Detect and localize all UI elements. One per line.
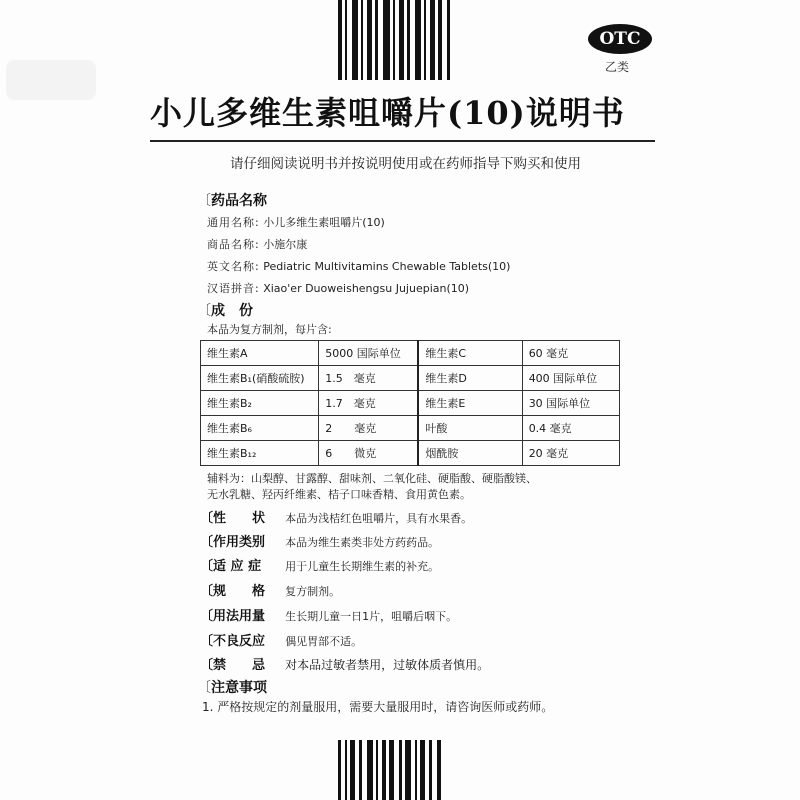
pinyin-name-row: 汉语拼音: Xiao'er Duoweishengsu Jujuepian(10) <box>207 282 470 295</box>
ingredient-amount: 5000 国际单位 <box>319 341 419 366</box>
ingredient-name: 维生素B₁₂ <box>201 441 319 466</box>
excipients-line-1: 辅料为：山梨醇、甘露醇、甜味剂、二氧化硅、硬脂酸、硬脂酸镁、 <box>207 472 537 485</box>
property-adverse-reactions: 〔不良反应 偶见胃部不适。 <box>200 634 363 649</box>
ingredient-amount: 60 毫克 <box>522 341 619 366</box>
ingredient-amount: 1.7 毫克 <box>319 391 419 416</box>
property-category: 〔作用类别 本品为维生素类非处方药药品。 <box>200 535 440 550</box>
barcode-stripes-top <box>338 0 466 80</box>
composition-heading: 〔成 份 <box>197 303 253 319</box>
ingredients-table <box>200 340 620 466</box>
property-indications: 〔适 应 症 用于儿童生长期维生素的补充。 <box>200 559 440 574</box>
drug-name-heading: 〔药品名称 <box>197 193 267 209</box>
table-row <box>201 416 620 441</box>
faded-logo <box>6 60 96 100</box>
property-contraindications: 〔禁 忌 对本品过敏者禁用，过敏体质者慎用。 <box>200 658 490 673</box>
ingredient-amount: 2 毫克 <box>319 416 419 441</box>
ingredient-name: 维生素B₁(硝酸硫胺) <box>201 366 319 391</box>
ingredient-amount: 400 国际单位 <box>522 366 619 391</box>
ingredient-name: 叶酸 <box>418 416 522 441</box>
ingredient-amount: 1.5 毫克 <box>319 366 419 391</box>
title-divider <box>150 140 655 142</box>
precautions-heading: 〔注意事项 <box>197 680 267 696</box>
otc-badge: OTC <box>588 24 652 54</box>
otc-class-label: 乙类 <box>605 60 630 74</box>
ingredient-name: 维生素A <box>201 341 319 366</box>
ingredient-name: 维生素E <box>418 391 522 416</box>
property-specification: 〔规 格 复方制剂。 <box>200 584 341 599</box>
ingredient-name: 维生素B₆ <box>201 416 319 441</box>
ingredient-name: 维生素B₂ <box>201 391 319 416</box>
property-dosage: 〔用法用量 生长期儿童一日1片，咀嚼后咽下。 <box>200 609 458 624</box>
ingredient-amount: 20 毫克 <box>522 441 619 466</box>
table-row <box>201 341 620 366</box>
usage-instruction: 请仔细阅读说明书并按说明使用或在药师指导下购买和使用 <box>230 156 581 172</box>
property-appearance: 〔性 状 本品为浅桔红色咀嚼片，具有水果香。 <box>200 511 473 526</box>
ingredient-amount: 6 微克 <box>319 441 419 466</box>
table-row <box>201 441 620 466</box>
ingredient-name: 维生素D <box>418 366 522 391</box>
barcode-stripes-bottom <box>338 740 466 800</box>
english-name-row: 英文名称: Pediatric Multivitamins Chewable Tablets(10) <box>207 260 511 273</box>
ingredient-amount: 30 国际单位 <box>522 391 619 416</box>
table-row <box>201 391 620 416</box>
generic-name-row: 通用名称: 小儿多维生素咀嚼片(10) <box>207 216 385 229</box>
table-row <box>201 366 620 391</box>
excipients-line-2: 无水乳糖、羟丙纤维素、桔子口味香精、食用黄色素。 <box>207 488 471 501</box>
ingredient-name: 维生素C <box>418 341 522 366</box>
ingredient-name: 烟酰胺 <box>418 441 522 466</box>
page-title: 小儿多维生素咀嚼片(10)说明书 <box>150 94 625 132</box>
precaution-item-1: 1. 严格按规定的剂量服用，需要大量服用时，请咨询医师或药师。 <box>202 700 554 714</box>
composition-intro: 本品为复方制剂，每片含: <box>207 323 332 336</box>
brand-name-row: 商品名称: 小施尔康 <box>207 238 308 251</box>
ingredient-amount: 0.4 毫克 <box>522 416 619 441</box>
